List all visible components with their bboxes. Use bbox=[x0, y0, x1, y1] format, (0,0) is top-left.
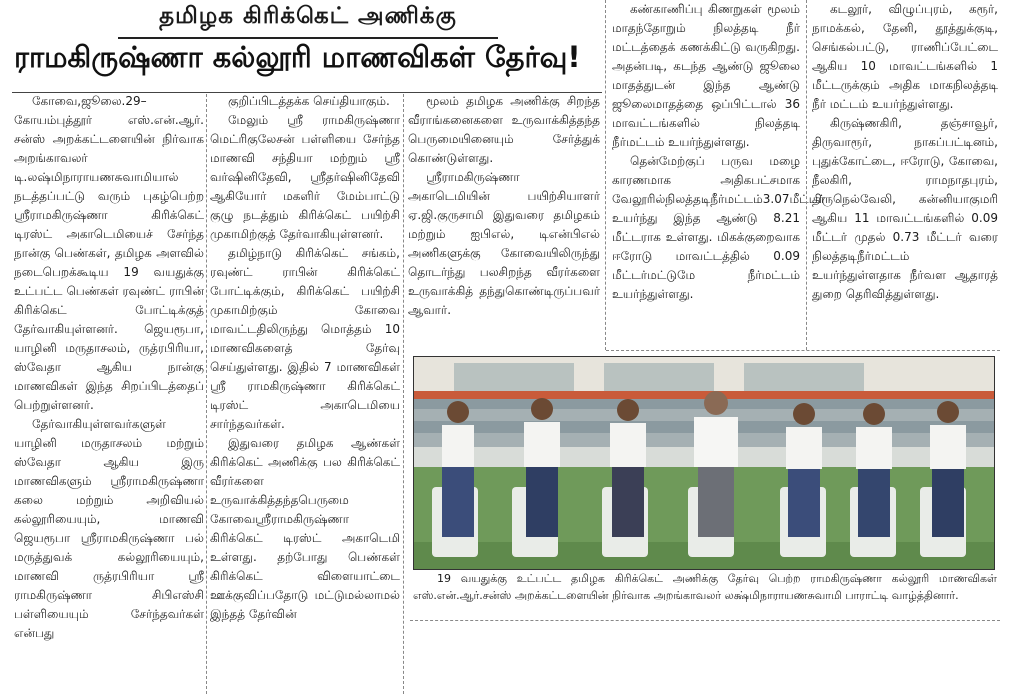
column-divider bbox=[806, 0, 807, 350]
article-paragraph: கடலூர், விழுப்புரம், கரூர், நாமக்கல், தேனி, தூத்துக்குடி, செங்கல்பட்டு, ராணிப்பேட்டை ஆகிய 10 மாவட்டங்களில் 1 மீட்டருக்கும் அதிக மாகநிலத்தடி நீர் மட்டம் உயர்ந்துள்ளது. bbox=[812, 2, 998, 111]
article-paragraph: கண்காணிப்பு கிணறுகள் மூலம் மாதந்தோறும் நிலத்தடி நீர் மட்டத்தைக் கணக்கிட்டு வருகிறது. அதன்படி, கடந்த ஆண்டு ஜூலை மாதத்துடன் இந்த ஆண்டு ஜூலைமாதத்தை ஒப்பிட்டால் 36 மாவட்டங்களில் நிலத்தடி நீர்மட்டம் உயர்ந்துள்ளது. bbox=[612, 2, 800, 149]
column-divider bbox=[605, 0, 606, 350]
article-column-2 bbox=[210, 92, 400, 696]
article-paragraph: குறிப்பிடத்தக்க செய்தியாகும். bbox=[228, 94, 390, 108]
article-paragraph: ஸ்ரீராமகிருஷ்ணா அகாடெமியின் பயிற்சியாளர் ஏ.ஜி.குருசாமி இதுவரை தமிழகம் மற்றும் ஐபிஎல், டிஎன்பிஎல் அணிகளுக்கு கோவையிலிருந்து தொடர்ந்து பலசிறந்த வீரர்களை உருவாக்கித் தந்துகொண்டிருப்பவர் ஆவார். bbox=[408, 170, 600, 317]
kicker-headline: தமிழக கிரிக்கெட் அணிக்கு bbox=[118, 3, 498, 39]
article-paragraph: மூலம் தமிழக அணிக்கு சிறந்த வீராங்கனைகளை உருவாக்கித்தந்த பெருமையினையும் சேர்த்துக் கொண்டுள்ளது. bbox=[408, 94, 600, 165]
article-paragraph: இதுவரை தமிழக ஆண்கள் கிரிக்கெட் அணிக்கு பல கிரிக்கெட் வீரர்களை உருவாக்கித்தந்தபெருமை கோவைஸ்ரீராமகிருஷ்ணா கிரிக்கெட் டிரஸ்ட் அகாடெமி உள்ளது. தற்போது பெண்கள் கிரிக்கெட் விளையாட்டை ஊக்குவிப்பதோடு மட்டுமல்லாமல் இந்தத் தேர்வின் bbox=[210, 436, 400, 621]
team-photo-illustration bbox=[414, 357, 994, 569]
photo-caption: 19 வயதுக்கு உட்பட்ட தமிழக கிரிக்கெட் அணிக்கு தேர்வு பெற்ற ராமகிருஷ்ணா கல்லூரி மாணவிகள் எஸ்.என்.ஆர்.சன்ஸ் அறக்கட்டளையின் நிர்வாக அறங்காவலர் லக்ஷ்மிநாராயணசுவாமி பாராட்டி வாழ்த்தினார். bbox=[413, 572, 997, 602]
column-divider bbox=[206, 94, 207, 694]
article-paragraph: தேர்வாகியுள்ளவர்களுள் யாழினி மருதாசலம் மற்றும் ஸ்வேதா ஆகிய இரு மாணவிகளும் ஸ்ரீராமகிருஷ்ணா கலை மற்றும் அறிவியல் கல்லூரியையும், மாணவி ஜெயரூபா ஸ்ரீராமகிருஷ்ணா பல் மருத்துவக் கல்லூரியையும், மாணவி ருத்ரபிரியா ஸ்ரீ ராமகிருஷ்ணா சிபிஎஸ்சி பள்ளியையும் சேர்ந்தவர்கள் என்பது bbox=[14, 417, 204, 640]
caption-divider bbox=[410, 620, 1000, 621]
side-article-column-1 bbox=[612, 0, 825, 348]
article-paragraph: மேலும் ஸ்ரீ ராமகிருஷ்ணா மெட்ரிகுலேசன் பள்ளியை சேர்ந்த மாணவி சந்தியா மற்றும் ஸ்ரீ வர்ஷினிதேவி, ஸ்ரீதர்ஷினிதேவி ஆகியோர் மகளிர் மேம்பாட்டு குழு நடத்தும் கிரிக்கெட் பயிற்சி முகாமிற்குத் தேர்வாகியுள்ளனர். bbox=[210, 113, 400, 241]
article-paragraph: கிருஷ்ணகிரி, தஞ்சாவூர், திருவாரூர், நாகப்பட்டினம், புதுக்கோட்டை, ஈரோடு, கோவை, நீலகிரி, ராமநாதபுரம், திருநெல்வேலி, கன்னியாகுமரி ஆகிய 11 மாவட்டங்களில் 0.09 மீட்டர் முதல் 0.73 மீட்டர் வரை நிலத்தடிநீர்மட்டம் உயர்ந்துள்ளதாக நீர்வள ஆதாரத் துறை தெரிவித்துள்ளது. bbox=[812, 116, 998, 301]
article-column-3 bbox=[408, 92, 600, 350]
column-divider bbox=[403, 94, 404, 694]
article-column-1 bbox=[14, 92, 204, 696]
article-paragraph: தமிழ்நாடு கிரிக்கெட் சங்கம், ரவுண்ட் ராபின் கிரிக்கெட் போட்டிக்கும், கிரிக்கெட் பயிற்சி முகாமிற்கும் கோவை மாவட்டதிலிருந்து மொத்தம் 10 மாணவிகளைத் தேர்வு செய்துள்ளது. இதில் 7 மாணவிகள் ஸ்ரீ ராமகிருஷ்ணா கிரிக்கெட் டிரஸ்ட் அகாடெமியை சார்ந்தவர்கள். bbox=[210, 246, 400, 431]
article-paragraph: தென்மேற்குப் பருவ மழை காரணமாக அதிகபட்சமாக வேலூரில்நிலத்தடிநீர்மட்டம்3.07மீட்டர் உயர்ந்து இந்த ஆண்டு 8.21 மீட்டராக உள்ளது. மிகக்குறைவாக ஈரோடு மாவட்டத்தில் 0.09 மீட்டர்மட்டுமே நீர்மட்டம் உயர்ந்துள்ளது. bbox=[612, 154, 825, 301]
main-headline: ராமகிருஷ்ணா கல்லூரி மாணவிகள் தேர்வு! bbox=[14, 40, 581, 74]
section-divider bbox=[606, 350, 1000, 351]
side-article-column-2 bbox=[812, 0, 998, 348]
team-photo bbox=[413, 356, 995, 570]
article-paragraph: கோவை,ஜூலை.29– கோயம்புத்தூர் எஸ்.என்.ஆர். சன்ஸ் அறக்கட்டளையின் நிர்வாக அறங்காவலர் டி.லஷ்மிநாராயணசுவாமியால் நடத்தப்பட்டு வரும் புகழ்பெற்ற ஸ்ரீராமகிருஷ்ணா கிரிக்கெட் டிரஸ்ட் அகாடெமியைச் சேர்ந்த நான்கு பெண்கள், தமிழக அளவில் நடைபெறக்கூடிய 19 வயதுக்கு உட்பட்ட பெண்கள் ரவுண்ட் ராபின் கிரிக்கெட் போட்டிக்குத் தேர்வாகியுள்ளனர். ஜெயரூபா, யாழினி மருதாசலம், ருத்ரபிரியா, ஸ்வேதா ஆகிய நான்கு மாணவிகள் இந்த சிறப்பிடத்தைப் பெற்றுள்ளனர். bbox=[14, 94, 204, 412]
